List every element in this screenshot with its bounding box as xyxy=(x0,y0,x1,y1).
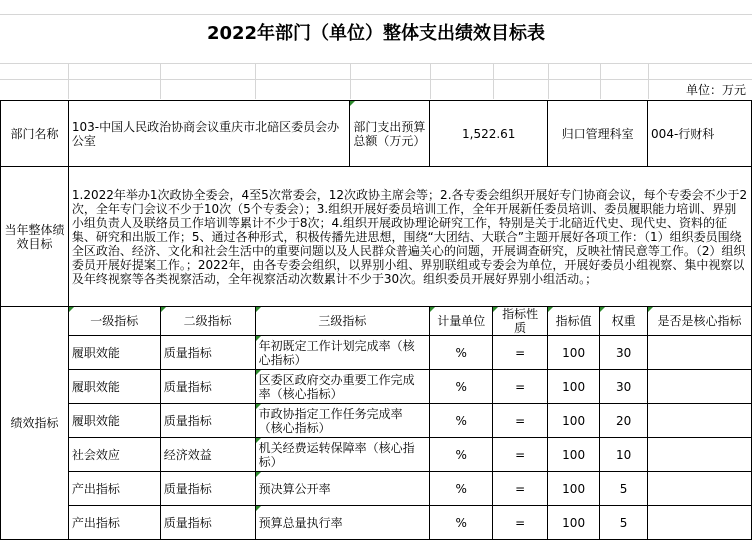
core-cell[interactable] xyxy=(648,506,752,540)
level3-text: 区委区政府交办重要工作完成率（核心指标） xyxy=(258,372,415,401)
nature-cell[interactable]: = xyxy=(493,336,548,370)
weight-cell[interactable]: 10 xyxy=(600,438,648,472)
level1-cell[interactable]: 履职效能 xyxy=(68,336,160,370)
header-unit-text: 计量单位 xyxy=(437,314,486,328)
gridline xyxy=(255,63,256,99)
nature-cell[interactable]: = xyxy=(493,506,548,540)
dept-info-row xyxy=(1,101,752,167)
gridline xyxy=(160,63,161,99)
level3-text: 预决算公开率 xyxy=(258,481,331,496)
unit-cell[interactable]: % xyxy=(430,472,493,506)
weight-cell[interactable]: 30 xyxy=(600,336,648,370)
unit-cell[interactable]: % xyxy=(430,336,493,370)
header-weight xyxy=(600,307,648,336)
weight-cell[interactable]: 20 xyxy=(600,404,648,438)
value-cell[interactable]: 100 xyxy=(548,506,600,540)
level3-cell[interactable] xyxy=(255,472,430,506)
header-core xyxy=(648,307,752,336)
header-level2-text: 二级指标 xyxy=(183,314,232,328)
weight-cell[interactable]: 5 xyxy=(600,506,648,540)
page-title: 2022年部门（单位）整体支出绩效目标表 xyxy=(206,23,546,44)
unit-cell[interactable]: % xyxy=(430,404,493,438)
level3-cell[interactable] xyxy=(255,404,430,438)
header-level3 xyxy=(255,307,430,336)
gridline xyxy=(0,79,752,80)
perf-label: 绩效指标 xyxy=(1,307,69,540)
header-unit xyxy=(430,307,493,336)
goal-row xyxy=(1,167,752,307)
table-row xyxy=(1,472,752,506)
gridline xyxy=(548,63,549,99)
budget-total-label-text: 部门支出预算总额（万元） xyxy=(353,119,426,148)
core-cell[interactable] xyxy=(648,336,752,370)
level2-cell[interactable]: 质量指标 xyxy=(160,472,255,506)
mgmt-dept-label: 归口管理科室 xyxy=(548,101,648,167)
mgmt-dept-value[interactable]: 004-行财科 xyxy=(648,101,752,167)
budget-total-value[interactable]: 1,522.61 xyxy=(430,101,548,167)
value-cell[interactable]: 100 xyxy=(548,472,600,506)
goal-label: 当年整体绩效目标 xyxy=(1,167,69,307)
level3-cell[interactable] xyxy=(255,438,430,472)
value-cell[interactable]: 100 xyxy=(548,404,600,438)
value-cell[interactable]: 100 xyxy=(548,370,600,404)
nature-cell[interactable]: = xyxy=(493,404,548,438)
header-nature xyxy=(493,307,548,336)
performance-target-table xyxy=(0,100,752,540)
gridline xyxy=(430,63,431,99)
table-row xyxy=(1,404,752,438)
core-cell[interactable] xyxy=(648,404,752,438)
level2-cell[interactable]: 质量指标 xyxy=(160,506,255,540)
level3-cell[interactable] xyxy=(255,336,430,370)
header-value xyxy=(548,307,600,336)
nature-cell[interactable]: = xyxy=(493,472,548,506)
budget-total-label xyxy=(350,101,430,167)
level1-cell[interactable]: 社会效应 xyxy=(68,438,160,472)
level2-cell[interactable]: 经济效益 xyxy=(160,438,255,472)
gridline xyxy=(350,63,351,99)
weight-cell[interactable]: 5 xyxy=(600,472,648,506)
nature-cell[interactable]: = xyxy=(493,370,548,404)
level2-cell[interactable]: 质量指标 xyxy=(160,336,255,370)
gridline xyxy=(493,63,494,99)
header-level1-text: 一级指标 xyxy=(90,314,139,328)
unit-cell[interactable]: % xyxy=(430,370,493,404)
header-level1 xyxy=(68,307,160,336)
core-cell[interactable] xyxy=(648,438,752,472)
level1-cell[interactable]: 履职效能 xyxy=(68,370,160,404)
weight-cell[interactable]: 30 xyxy=(600,370,648,404)
level1-cell[interactable]: 产出指标 xyxy=(68,472,160,506)
perf-header-row xyxy=(1,307,752,336)
level2-cell[interactable]: 质量指标 xyxy=(160,404,255,438)
level1-cell[interactable]: 履职效能 xyxy=(68,404,160,438)
core-cell[interactable] xyxy=(648,472,752,506)
level3-cell[interactable] xyxy=(255,370,430,404)
core-cell[interactable] xyxy=(648,370,752,404)
nature-cell[interactable]: = xyxy=(493,438,548,472)
header-weight-text: 权重 xyxy=(611,314,636,328)
gridline xyxy=(68,63,69,99)
table-row xyxy=(1,438,752,472)
dept-name-value[interactable]: 103-中国人民政治协商会议重庆市北碚区委员会办公室 xyxy=(68,101,350,167)
unit-label: 单位：万元 xyxy=(685,83,746,97)
header-level2 xyxy=(160,307,255,336)
value-cell[interactable]: 100 xyxy=(548,438,600,472)
goal-text[interactable]: 1.2022年举办1次政协全委会，4至5次常委会，12次政协主席会等；2.各专委会组织开展好专门协商会议，每个专委会不少于2次，全年专门会议不少于10次（5个专委会）；3.组织开展好委员培训工作，全年开展新任委员培训、委员履职能力培训、界别小组负责人及联络员工作培训等累计不少于8次；4.组织开展政协理论研究工作，特别是关于北碚近代史、现代史、资料的征集、研究和出版工作；5、通过各种形式，积极传播先进思想，围绕“大团结、大联合”主题开展好各项工作：（1）组织委员围绕全区政治、经济、文化和社会生活中的重要问题以及人民群众普遍关心的问题，开展调查研究，反映社情民意等工作。（2）组织委员开展好提案工作。；2022年，由各专委会组织，以界别小组、界别联组或专委会为单位，开展好委员小组视察、集中视察以及年终视察等各类视察活动，全年视察活动次数累计不少于30次。组织委员开展好界别小组活动。； xyxy=(68,167,751,307)
gridline xyxy=(0,63,752,64)
table-row xyxy=(1,506,752,540)
table-row xyxy=(1,370,752,404)
unit-cell[interactable]: % xyxy=(430,506,493,540)
value-cell[interactable]: 100 xyxy=(548,336,600,370)
level3-text: 年初既定工作计划完成率（核心指标） xyxy=(258,338,415,367)
unit-cell[interactable]: % xyxy=(430,438,493,472)
header-core-text: 是否是核心指标 xyxy=(657,314,742,328)
level3-text: 预算总量执行率 xyxy=(258,515,343,530)
level1-cell[interactable]: 产出指标 xyxy=(68,506,160,540)
level3-text: 机关经费运转保障率（核心指标） xyxy=(258,440,415,469)
gridline xyxy=(600,63,601,99)
level3-text: 市政协指定工作任务完成率（核心指标） xyxy=(258,406,403,435)
header-nature-text: 指标性质 xyxy=(502,307,539,335)
gridline xyxy=(0,14,752,15)
level3-cell[interactable] xyxy=(255,506,430,540)
table-row xyxy=(1,336,752,370)
gridline xyxy=(648,63,649,99)
header-value-text: 指标值 xyxy=(555,314,592,328)
level2-cell[interactable]: 质量指标 xyxy=(160,370,255,404)
header-level3-text: 三级指标 xyxy=(318,314,367,328)
dept-name-label: 部门名称 xyxy=(1,101,69,167)
